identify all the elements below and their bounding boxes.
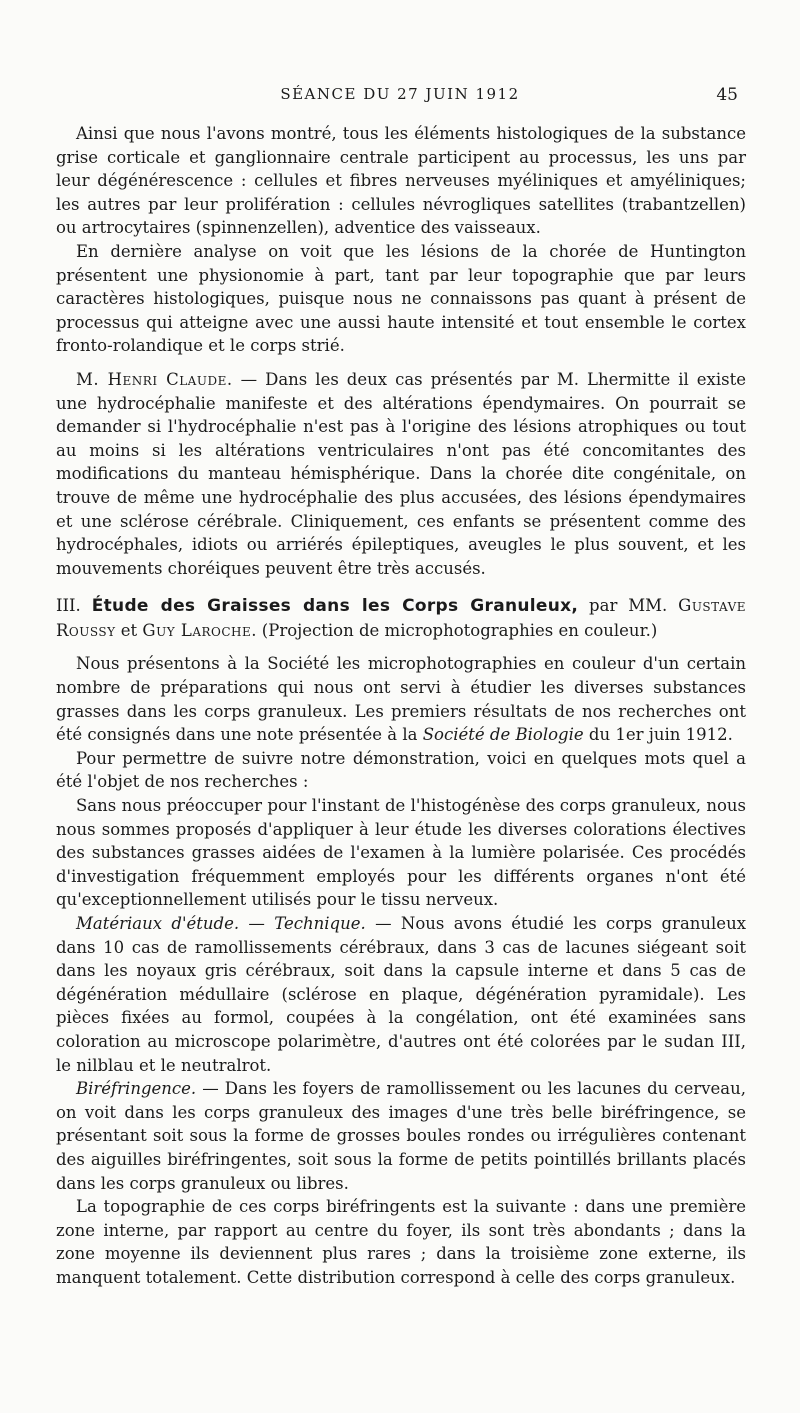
p7-dash: —: [239, 914, 275, 933]
paragraph-8: [56, 1077, 746, 1195]
paragraph-1: Ainsi que nous l'avons montré, tous les éléments histologiques de la substance grise corticale et ganglionnaire centrale participent au processus, les uns par leur dégénérescence : cellules et fibres nerveuses myéliniques et amyéliniques; les autres par leur prolifération : cellules névrogliques satellites (trabantzellen) ou artrocytaires (spinnenzellen), adventice des vaisseaux.: [56, 124, 746, 238]
p7-text: — Nous avons étudié les corps granuleux dans 10 cas de ramollissements cérébraux, dans 3 cas de lacunes siégeant soit dans les noyaux gris cérébraux, soit dans la capsule interne et dans 5 cas de dégénération médullaire (sclérose en plaque, dégénération pyramidale). Les pièces fixées au formol, coupées à la congélation, ont été examinées sans coloration au microscope polarimètre, d'autres ont été colorées par le sudan III, le nilblau et le neutralrot.: [56, 914, 747, 1075]
paragraph-4: [56, 652, 746, 746]
p4-text-a: Nous présentons à la Société les microphotographies en couleur d'un certain nombre de préparations qui nous ont servi à étudier les diverses substances grasses dans les corps granuleux. Les premiers résultats de nos recherches ont été consignés dans une note présentée à la: [56, 654, 746, 745]
speaker-name: M. Henri Claude.: [76, 369, 233, 389]
paragraph-9: La topographie de ces corps biréfringents est la suivante : dans une première zone interne, par rapport au centre du foyer, ils sont très abondants ; dans la zone moyenne ils deviennent plus rares ; dans la troisième zone externe, ils manquent totalement. Cette distribution correspond à celle des corps granuleux.: [56, 1197, 746, 1287]
section-and: et: [115, 620, 143, 640]
body-text: [56, 122, 746, 1290]
paragraph-2: En dernière analyse on voit que les lésions de la chorée de Huntington présentent une physionomie à part, tant par leur topographie que par leurs caractères histologiques, puisque nous ne connaissons pas quant à présent de processus qui atteigne avec une aussi haute intensité et tout ensemble le cortex fronto-rolandique et le corps strié.: [56, 241, 746, 356]
paragraph-6: Sans nous préoccuper pour l'instant de l'histogénèse des corps granuleux, nous nous sommes proposés d'appliquer à leur étude les diverses colorations électives des substances grasses aidées de l'examen à la lumière polarisée. Ces procédés d'investigation fréquemment employés pour les différents organes n'ont été qu'exceptionnellement utilisés pour le tissu nerveux.: [56, 796, 746, 910]
label-technique: Technique.: [274, 914, 366, 933]
label-materiaux: Matériaux d'étude.: [76, 914, 240, 933]
header-title: SÉANCE DU 27 JUIN 1912: [280, 85, 520, 103]
section-by: par MM.: [578, 596, 679, 616]
section-number: III.: [56, 596, 81, 616]
claude-text: — Dans les deux cas présentés par M. Lhermitte il existe une hydrocéphalie manifeste et des altérations épendymaires. On pourrait se demander si l'hydrocéphalie n'est pas à l'origine des lésions atrophiques ou tout au moins si les altérations ventriculaires n'ont pas été concomitantes des modifications du manteau hémisphérique. Dans la chorée dite congénitale, on trouve de même une hydrocéphalie des plus accusées, des lésions épendymaires et une sclérose cérébrale. Cliniquement, ces enfants se présentent comme des hydrocéphales, idiots ou arriérés épileptiques, aveugles le plus souvent, et les mouvements choréiques peuvent être très accusés.: [56, 369, 746, 578]
label-birefringence: Biréfringence.: [76, 1079, 197, 1099]
section-title: Étude des Graisses dans les Corps Granuleux,: [91, 596, 579, 617]
section-heading: [56, 594, 746, 642]
p4-text-b: du 1er juin 1912.: [583, 725, 733, 745]
journal-title: Société de Biologie: [422, 725, 584, 745]
page-number: 45: [716, 85, 738, 105]
author-roussy: Gustave Roussy: [56, 596, 746, 640]
paragraph-7: [56, 912, 746, 1077]
author-laroche: Guy Laroche: [142, 620, 252, 640]
section-note: . (Projection de microphotographies en couleur.): [251, 620, 658, 640]
p8-text: — Dans les foyers de ramollissement ou les lacunes du cerveau, on voit dans les corps granuleux des images d'une très belle biréfringence, se présentant soit sous la forme de grosses boules rondes ou irrégulières contenant des aiguilles biréfringentes, soit sous la forme de petits pointillés brillants placés dans les corps granuleux ou libres.: [56, 1079, 746, 1193]
paragraph-claude: [56, 368, 746, 580]
paragraph-5: Pour permettre de suivre notre démonstration, voici en quelques mots quel a été l'objet de nos recherches :: [56, 748, 746, 792]
running-header: [0, 85, 800, 111]
